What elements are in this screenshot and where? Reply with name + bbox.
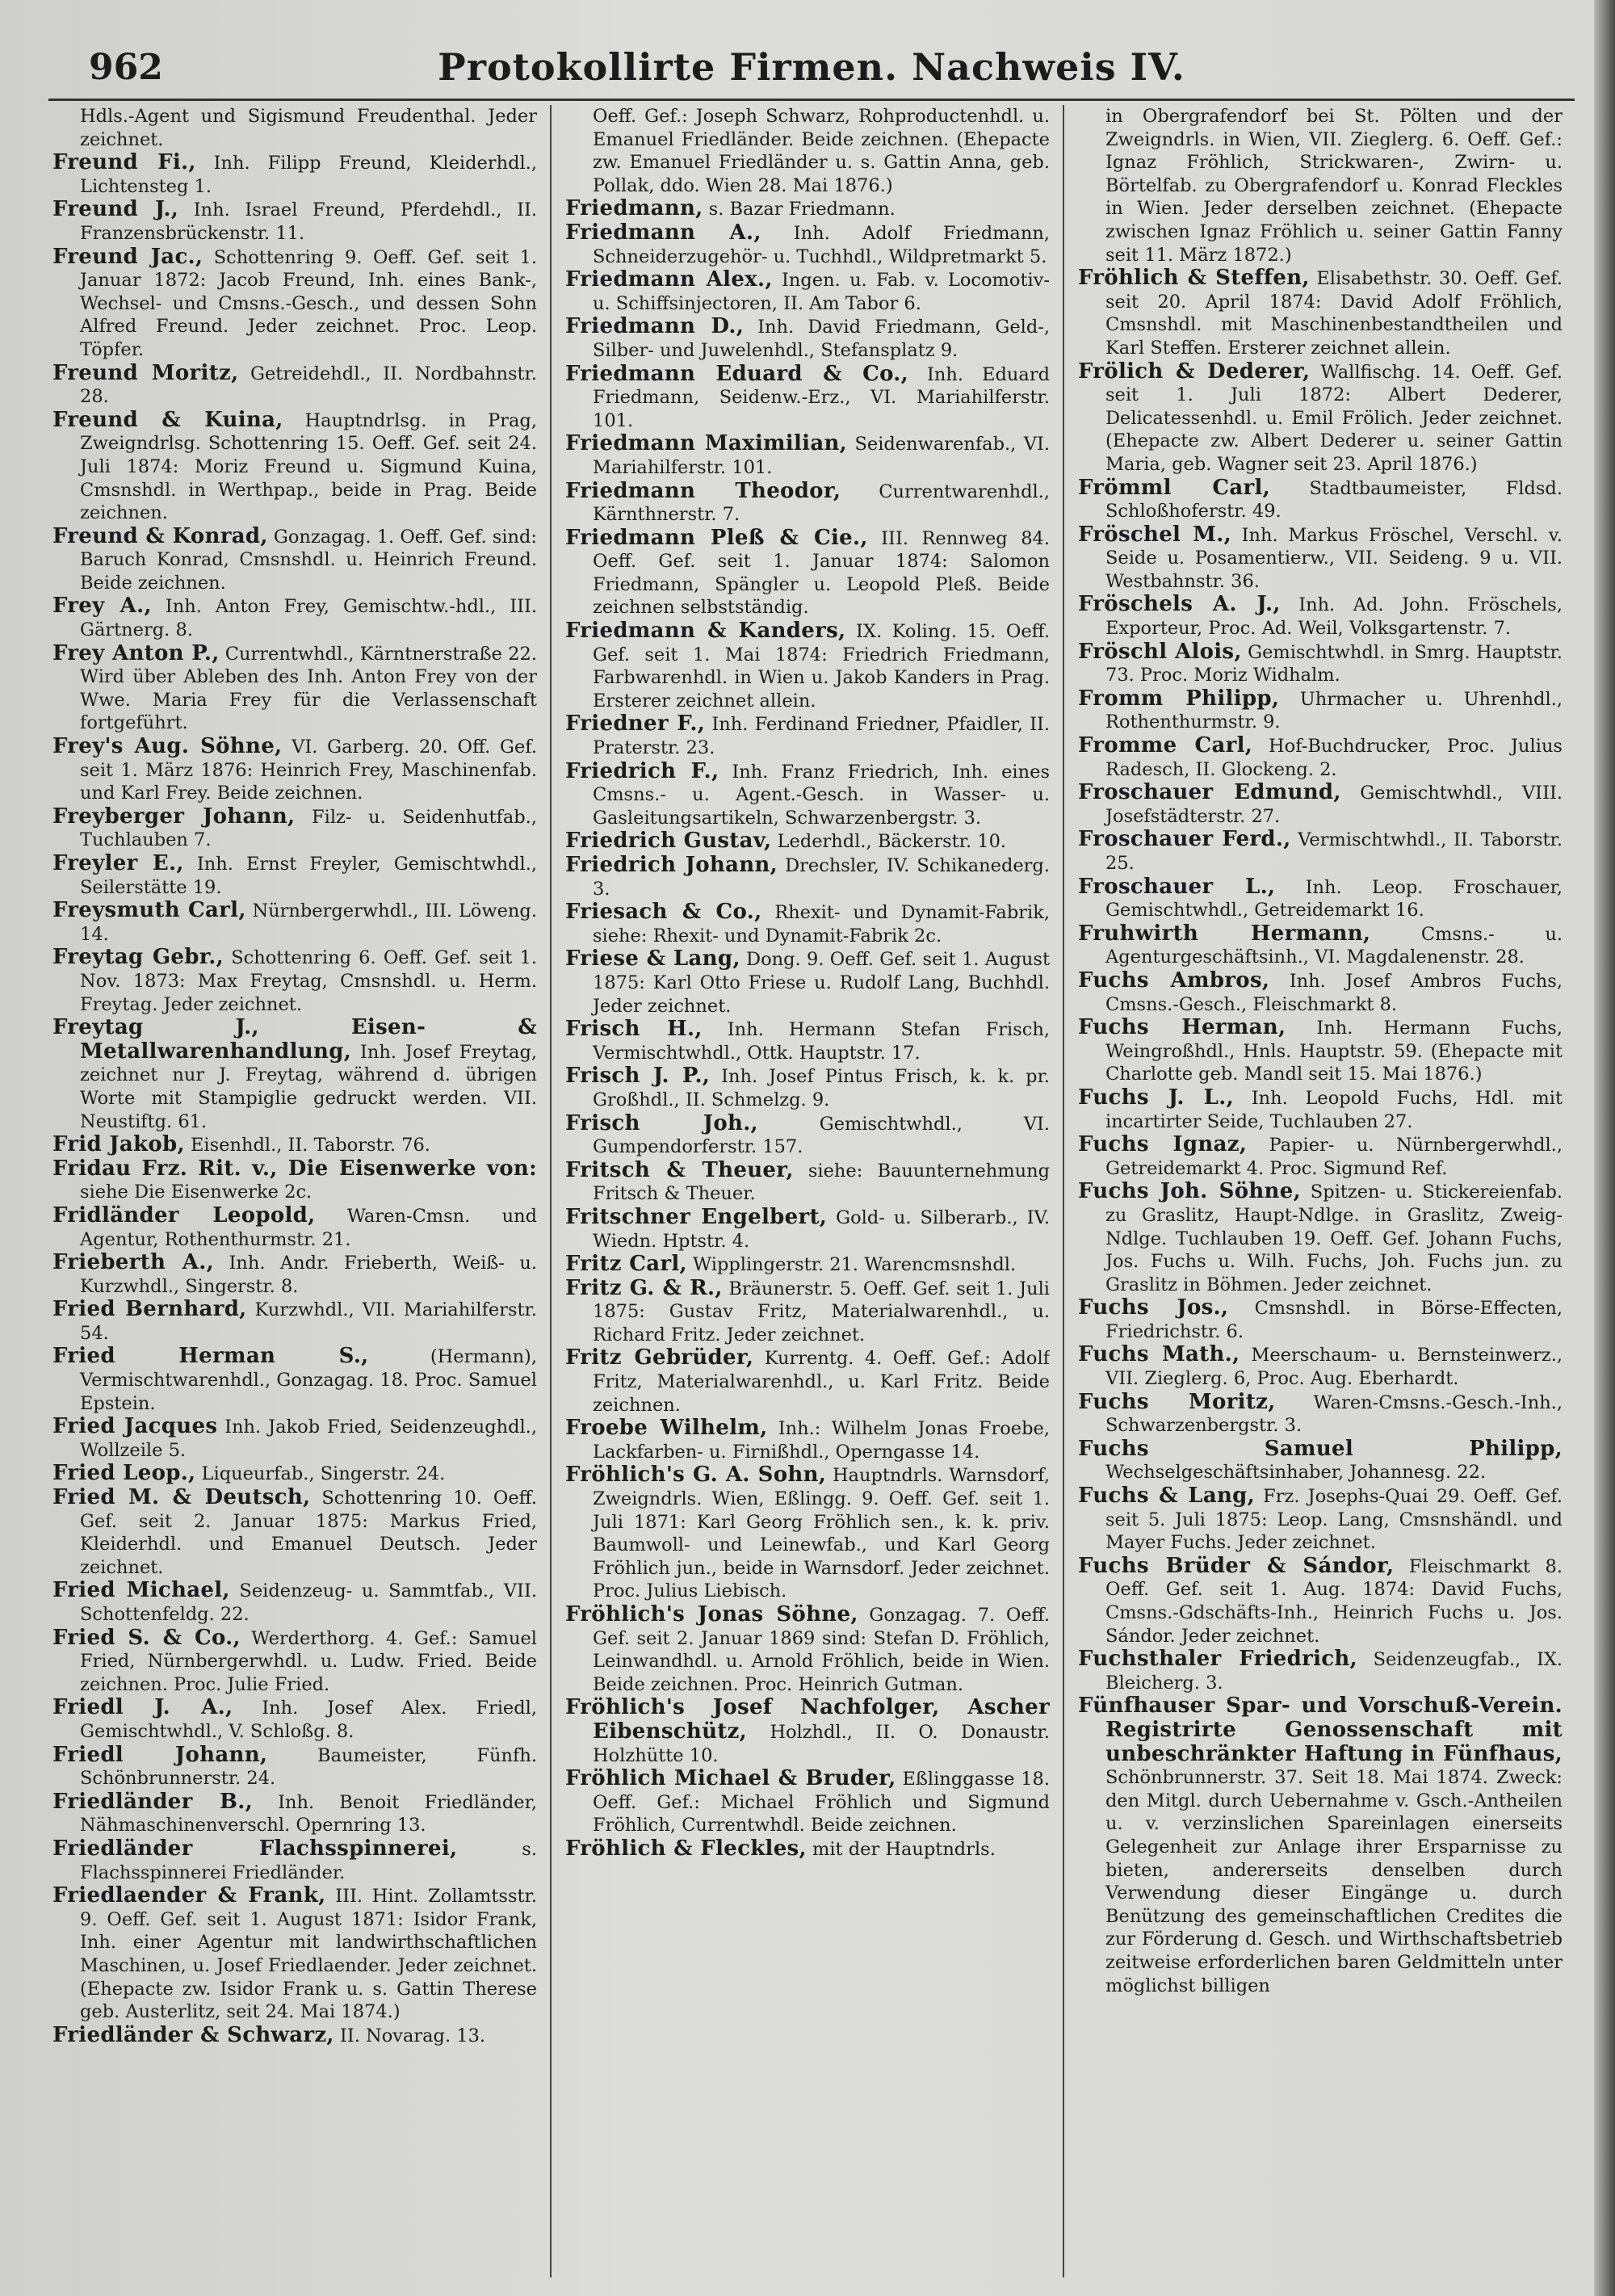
entry-text: Drechsler, IV. Schikanederg. 3. [593,855,1050,900]
entry-text: s. Bazar Friedmann. [703,199,896,220]
firm-name: Fröhlich & Fleckles, [565,1836,807,1861]
entry-text: Currentwhdl., Kärntnerstraße 22. Wird über Ableben des Inh. Anton Frey von der Wwe. Maria Frey für die Verlassenschaft fortgeführt. [80,643,537,734]
firm-name: Fröhlich & Steffen, [1078,266,1310,291]
entry-text: Inh. Leop. Froschauer, Gemischtwhdl., Getreidemarkt 16. [1105,876,1563,921]
directory-entry [1078,1555,1563,1647]
directory-entry [1078,1180,1563,1296]
firm-name: Fritz Carl, [565,1252,687,1277]
directory-entry [52,2024,537,2048]
entry-text: Kurzwhdl., VII. Mariahilferstr. 54. [80,1299,537,1344]
directory-entry [52,1486,537,1579]
directory-entry [52,805,537,852]
entry-text: Inh. Andr. Frieberth, Weiß- u. Kurzwhdl., Singerstr. 8. [80,1253,537,1297]
directory-entry [1078,828,1563,875]
firm-name: Frömml Carl, [1078,475,1271,500]
firm-name: Friesach & Co., [565,900,762,925]
directory-entry [565,1463,1050,1603]
firm-name: Fuchs J. L., [1078,1085,1234,1110]
entry-text: Wallfischg. 14. Oeff. Gef. seit 1. Juli 1872: Albert Dederer, Delicatessenhdl. u. Emil Frölich. Jeder zeichnet. (Ehepacte zw. Albert Dederer u. seiner Gattin Maria, geb. Wagner seit 23. April 1876.) [1105,361,1563,475]
entry-text: Inh. Benoit Friedländer, Nähmaschinenverschl. Opernring 13. [80,1791,537,1836]
directory-entry [52,946,537,1016]
entry-text: III. Hint. Zollamtsstr. 9. Oeff. Gef. seit 1. August 1871: Isidor Frank, Inh. einer Agentur mit landwirthschaftlichen Maschinen, u. Josef Friedlaender. Jeder zeichnet. (Ehepacte zw. Isidor Frank u. s. Gattin Therese geb. Austerlitz, seit 24. Mai 1874.) [80,1886,537,2023]
directory-entry [565,1064,1050,1111]
entry-text: Inh. Leopold Fuchs, Hdl. mit incartirter Seide, Tuchlauben 27. [1105,1087,1563,1132]
directory-entry [565,432,1050,479]
entry-text: Schottenring 6. Oeff. Gef. seit 1. Nov. 1873: Max Freytag, Cmsnshdl. u. Herm. Freytag. Jeder zeichnet. [80,947,537,1015]
entry-text: IX. Koling. 15. Oeff. Gef. seit 1. Mai 1874: Friedrich Friedmann, Farbwarenhdl. in Wien u. Jakob Kanders in Prag. Ersterer zeichnet allein. [593,621,1050,711]
entry-text: Werderthorg. 4. Gef.: Samuel Fried, Nürnbergerwhdl. u. Ludw. Fried. Beide zeichnen. Proc. Julie Fried. [80,1627,537,1695]
directory-entry [1078,781,1563,828]
entry-text: Inh.: Wilhelm Jonas Froebe, Lackfarben- u. Firnißhdl., Operngasse 14. [593,1418,1050,1463]
directory-entry [52,1204,537,1251]
entry-text: Inh. Ferdinand Friedner, Pfaidler, II. Praterstr. 23. [593,714,1050,759]
firm-name: Fuchs Jos., [1078,1295,1229,1320]
entry-text: Filz- u. Seidenhutfab., Tuchlauben 7. [80,806,537,851]
directory-entry [52,105,537,151]
entry-text: Hauptndrlsg. in Prag, Zweigndrlsg. Schottenring 15. Oeff. Gef. seit 24. Juli 1874: Moriz Freund u. Sigmund Kuina, Cmsnshdl. in Werthpap., beide in Prag. Beide zeichnen. [80,409,537,524]
firm-name: Friedmann, [565,196,703,221]
entry-text: Stadtbaumeister, Fldsd. Schloßhoferstr. 49. [1105,477,1563,523]
firm-name: Frisch Joh., [565,1110,758,1135]
entry-text: Cmsns.- u. Agenturgeschäftsinh., VI. Magdalenenstr. 28. [1105,923,1563,968]
firm-name: Friedner F., [565,711,706,737]
directory-entry [1078,687,1563,734]
entry-text: Inh. Ad. John. Fröschels, Exporteur, Proc. Ad. Weil, Volksgartenstr. 7. [1105,594,1563,640]
directory-entry [1078,105,1563,267]
entry-text: Elisabethstr. 30. Oeff. Gef. seit 20. April 1874: David Adolf Fröhlich, Cmsnshdl. mit Maschinenbestandtheilen und Karl Steffen. Ersterer zeichnet allein. [1105,268,1563,359]
firm-name: Friedrich Gustav, [565,829,772,854]
firm-name: Fromme Carl, [1078,733,1253,758]
entry-text: Wipplingerstr. 21. Warencmsnshdl. [686,1254,1017,1276]
directory-entry [565,619,1050,712]
directory-entry [1078,360,1563,476]
directory-entry [52,1462,537,1486]
directory-entry [1078,969,1563,1016]
entry-text: Holzhdl., II. O. Donaustr. Holzhütte 10. [593,1721,1050,1766]
directory-entry [565,197,1050,221]
firm-name: Freund Jac., [52,244,203,269]
directory-entry [1078,1694,1563,1997]
entry-text: Inh. Eduard Friedmann, Seidenw.-Erz., VI. Mariahilferstr. 101. [593,363,1050,431]
entry-text: Meerschaum- u. Bernsteinwerz., VII. Zieglerg. 6, Proc. Aug. Eberhardt. [1105,1345,1563,1390]
directory-entry [565,760,1050,830]
entry-text: Cmsnshdl. in Börse-Effecten, Friedrichstr. 6. [1105,1298,1563,1342]
entry-text: VI. Garberg. 20. Off. Gef. seit 1. März 1876: Heinrich Frey, Maschinenfab. und Karl Frey. Beide zeichnen. [80,737,537,804]
directory-entry [1078,1647,1563,1694]
firm-name: Fritsch & Theuer, [565,1157,794,1182]
entry-text: Seidenzeugfab., IX. Bleicherg. 3. [1105,1649,1563,1694]
entry-text: Hauptndrls. Warnsdorf, Zweigndrls. Wien, Eßlingg. 9. Oeff. Gef. seit 1. Juli 1871: Karl Georg Fröhlich sen., k. k. priv. Baumwoll- und Leinewfab., und Karl Georg Fröhlich jun., beide in Warnsdorf. Jeder zeichnet. Proc. Julius Liebisch. [593,1465,1050,1602]
directory-entry [565,854,1050,900]
column-2 [565,105,1050,2277]
directory-entry [565,1603,1050,1696]
directory-entry [1078,1296,1563,1343]
directory-entry [565,947,1050,1018]
firm-name: Freund J., [52,197,179,222]
directory-entry [565,105,1050,197]
firm-name: Friedländer B., [52,1789,253,1814]
firm-name: Friedrich Johann, [565,853,778,877]
entry-text: Fleischmarkt 8. Oeff. Gef. seit 1. Aug. 1874: David Fuchs, Cmsns.-Gdschäfts-Inh., Heinrich Fuchs u. Jos. Sándor. Jeder zeichnet. [1105,1555,1563,1647]
firm-name: Freytag J., Eisen- & Metallwarenhandlung, [52,1015,537,1064]
entry-text: Frz. Josephs-Quai 29. Oeff. Gef. seit 5. Juli 1875: Leop. Lang, Cmsnshändl. und Mayer Fuchs. Jeder zeichnet. [1105,1486,1563,1554]
entry-text: Inh. Ernst Freyler, Gemischtwhdl., Seilerstätte 19. [80,854,537,898]
directory-entry [1078,1016,1563,1086]
directory-entry [565,315,1050,362]
entry-text: Bräunerstr. 5. Oeff. Gef. seit 1. Juli 1875: Gustav Fritz, Materialwarenhdl., u. Richard Fritz. Jeder zeichnet. [593,1278,1050,1345]
firm-name: Fridau Frz. Rit. v., Die Eisenwerke von: [52,1156,537,1181]
firm-name: Freund Fi., [52,150,196,175]
directory-entry [52,198,537,245]
entry-text: Dong. 9. Oeff. Gef. seit 1. August 1875: Karl Otto Friese u. Rudolf Lang, Buchhdl. Jeder zeichnet. [593,949,1050,1017]
firm-name: Frey Anton P., [52,640,220,665]
entry-text: Inh. Franz Friedrich, Inh. eines Cmsns.- u. Agent.-Gesch. in Wasser- u. Gasleitungsartikeln, Schwarzenbergstr. 3. [593,761,1050,829]
entry-text: Inh. David Friedmann, Geld-, Silber- und Juwelenhdl., Stefansplatz 9. [593,317,1050,361]
entry-text: Inh. Israel Freund, Pferdehdl., II. Franzensbrückenstr. 11. [80,199,537,244]
entry-text: Eisenhdl., II. Taborstr. 76. [184,1135,430,1156]
firm-name: Fuchs Brüder & Sándor, [1078,1553,1395,1578]
directory-entry [1078,1438,1563,1484]
entry-text: Inh. Hermann Stefan Frisch, Vermischtwhdl., Ottk. Hauptstr. 17. [593,1019,1050,1064]
directory-entry [52,1415,537,1462]
firm-name: Fritz Gebrüder, [565,1345,754,1370]
column-1 [52,105,537,2277]
firm-name: Fried Michael, [52,1578,230,1603]
directory-entry [565,1159,1050,1206]
firm-name: Frid Jakob, [52,1132,185,1157]
directory-entry [1078,1484,1563,1555]
directory-entry [1078,734,1563,781]
entry-text: Vermischtwhdl., II. Taborstr. 25. [1105,829,1563,874]
entry-text: Inh. Jakob Fried, Seidenzeughdl., Wollzeile 5. [80,1417,537,1461]
directory-entry [565,1417,1050,1463]
entry-text: Uhrmacher u. Uhrenhdl., Rothenthurmstr. 9. [1105,688,1563,733]
firm-name: Friedlaender & Frank, [52,1883,326,1908]
entry-text: Inh. Josef Ambros Fuchs, Cmsns.-Gesch., Fleischmarkt 8. [1105,970,1563,1015]
directory-entry [565,829,1050,854]
entry-text: Wechselgeschäftsinhaber, Johannesg. 22. [1105,1462,1487,1484]
firm-name: Fried M. & Deutsch, [52,1485,311,1510]
directory-entry [1078,267,1563,359]
entry-text: Lederhdl., Bäckerstr. 10. [771,831,1007,853]
directory-entry [565,1767,1050,1837]
entry-text: (Hermann), Vermischtwarenhdl., Gonzagag. 18. Proc. Samuel Epstein. [80,1346,537,1414]
directory-entry [1078,922,1563,969]
directory-entry [52,525,537,595]
page-number: 962 [89,47,163,88]
directory-entry [52,1790,537,1837]
directory-entry [565,1346,1050,1417]
entry-text: Gonzagag. 7. Oeff. Gef. seit 2. Januar 1869 sind: Stefan D. Fröhlich, Leinwandhdl. u. Arnold Fröhlich, beide in Wien. Beide zeichnen. Proc. Heinrich Gutman. [593,1605,1050,1695]
firm-name: Freytag Gebr., [52,945,224,970]
header-rule [48,99,1575,101]
firm-name: Friedmann Maximilian, [565,431,848,456]
directory-entry [565,1206,1050,1253]
directory-entry [1078,875,1563,922]
entry-text: Waren-Cmsn. und Agentur, Rothenthurmstr. 21. [80,1205,537,1250]
entry-text: Inh. Josef Pintus Frisch, k. k. pr. Großhdl., II. Schmelzg. 9. [593,1066,1050,1110]
firm-name: Fröhlich's Jonas Söhne, [565,1602,858,1627]
firm-name: Frisch J. P., [565,1064,711,1089]
entry-text: Schottenring 9. Oeff. Gef. seit 1. Januar 1872: Jacob Freund, Inh. eines Bank-, Wechsel- und Cmsns.-Gesch., und dessen Sohn Alfred Freund. Jeder zeichnet. Proc. Leop. Töpfer. [80,246,537,360]
entry-text: Inh. Adolf Friedmann, Schneiderzugehör- u. Tuchhdl., Wildpretmarkt 5. [593,222,1050,267]
firm-name: Fröhlich Michael & Bruder, [565,1766,896,1791]
entry-text: Gemischtwhdl., VI. Gumpendorferstr. 157. [593,1113,1050,1158]
firm-name: Friedrich F., [565,758,719,783]
entry-text: Kurrentg. 4. Oeff. Gef.: Adolf Fritz, Materialwarenhdl., u. Karl Fritz. Beide zeichnen. [593,1348,1050,1416]
directory-entry [1078,1133,1563,1180]
firm-name: Freyler E., [52,851,184,875]
entry-text: Spitzen- u. Stickereienfab. zu Graslitz, Haupt-Ndlge. in Graslitz, Zweig-Ndlge. Tuchlauben 19. Oeff. Gef. Johann Fuchs, Jos. Fuchs u. Wilh. Fuchs, Joh. Fuchs jun. zu Graslitz in Böhmen. Jeder zeichnet. [1105,1182,1563,1295]
firm-name: Fuchs Moritz, [1078,1389,1276,1414]
firm-name: Fruhwirth Hermann, [1078,921,1371,946]
directory-entry [1078,1391,1563,1438]
firm-name: Friedländer Flachsspinnerei, [52,1836,458,1861]
firm-name: Frey A., [52,594,152,619]
firm-name: Friedländer & Schwarz, [52,2022,334,2047]
directory-entry [52,1744,537,1790]
entry-text: siehe Die Eisenwerke 2c. [80,1182,313,1203]
directory-entry [565,527,1050,619]
directory-entry [52,1837,537,1884]
directory-entry [565,712,1050,759]
firm-name: Freund & Kuina, [52,407,283,432]
directory-entry [52,1016,537,1133]
firm-name: Freund & Konrad, [52,523,268,548]
entry-text: Inh. Markus Fröschel, Verschl. v. Seide u. Posamentierw., VII. Seideng. 9 u. VII. Westbahnstr. 36. [1105,524,1563,592]
entry-text: II. Novarag. 13. [333,2025,486,2046]
entry-text: Hof-Buchdrucker, Proc. Julius Radesch, II. Glockeng. 2. [1105,736,1563,780]
directory-entry [1078,476,1563,523]
firm-name: Friese & Lang, [565,947,740,972]
firm-name: Fuchs Samuel Philipp, [1078,1436,1563,1461]
directory-entry [565,363,1050,433]
directory-entry [565,1837,1050,1862]
firm-name: Fromm Philipp, [1078,686,1280,711]
page-edge-shadow [1594,0,1615,2296]
directory-entry [52,1345,537,1415]
directory-entry [52,151,537,198]
firm-name: Fried Jacques [52,1414,218,1439]
firm-name: Froschauer Edmund, [1078,780,1341,805]
firm-name: Fuchsthaler Friedrich, [1078,1647,1357,1672]
directory-entry [565,480,1050,527]
directory-entry [52,409,537,525]
directory-entry [565,1253,1050,1277]
directory-entry [1078,593,1563,640]
entry-text: Inh. Josef Freytag, zeichnet nur J. Freytag, während d. übrigen Worte mit Stampiglie gedruckt werden. VII. Neustiftg. 61. [80,1041,537,1132]
directory-entry [565,1018,1050,1064]
entry-text: s. Flachsspinnerei Friedländer. [80,1838,537,1883]
firm-name: Fried Bernhard, [52,1297,247,1322]
entry-text: Waren-Cmsns.-Gesch.-Inh., Schwarzenbergstr. 3. [1105,1391,1563,1437]
firm-name: Fuchs Math., [1078,1342,1240,1367]
firm-name: Fünfhauser Spar- und Vorschuß-Verein. Registrirte Genossenschaft mit unbeschränkter Haftung in Fünfhaus, [1078,1694,1563,1766]
directory-entry [52,1251,537,1298]
firm-name: Fried S. & Co., [52,1625,241,1650]
firm-name: Freyberger Johann, [52,804,296,829]
directory-entry [52,1298,537,1345]
entry-text: Oeff. Gef.: Joseph Schwarz, Rohproductenhdl. u. Emanuel Friedländer. Beide zeichnen. (Ehepacte zw. Emanuel Friedländer u. s. Gattin Anna, geb. Pollak, ddo. Wien 28. Mai 1876.) [593,106,1050,196]
firm-name: Fridländer Leopold, [52,1203,316,1228]
entry-text: mit der Hauptndrls. [806,1838,996,1860]
entry-text: Gonzagag. 1. Oeff. Gef. sind: Baruch Konrad, Cmsnshdl. u. Heinrich Freund. Beide zeichnen. [80,526,537,594]
directory-entry [52,1884,537,2024]
directory-entry [565,221,1050,268]
entry-text: Baumeister, Fünfh. Schönbrunnerstr. 24. [80,1744,537,1790]
entry-text: Getreidehdl., II. Nordbahnstr. 28. [80,363,537,408]
entry-text: Inh. Filipp Freund, Kleiderhdl., Lichtensteg 1. [80,153,537,197]
directory-entry [52,362,537,409]
firm-name: Fröschel M., [1078,522,1231,547]
page-header [48,40,1575,97]
directory-entry [52,852,537,899]
firm-name: Fröschl Alois, [1078,639,1242,664]
firm-name: Friedmann & Kanders, [565,619,846,644]
directory-entry [52,1579,537,1626]
entry-text: Inh. Josef Alex. Friedl, Gemischtwhdl., V. Schloßg. 8. [80,1698,537,1742]
directory-entry [1078,1343,1563,1390]
firm-name: Frieberth A., [52,1250,214,1275]
firm-name: Froebe Wilhelm, [565,1416,768,1441]
firm-name: Fried Herman S., [52,1344,369,1369]
column-divider [1063,105,1064,2277]
directory-entry [52,1157,537,1204]
directory-entry [565,268,1050,315]
entry-text: Gemischtwhdl. in Smrg. Hauptstr. 73. Proc. Moriz Widhalm. [1105,641,1563,686]
column-divider [550,105,552,2277]
entry-text: Schottenring 10. Oeff. Gef. seit 2. Januar 1875: Markus Fried, Kleiderhdl. und Emanuel Deutsch. Jeder zeichnet. [80,1488,537,1578]
firm-name: Froschauer L., [1078,874,1276,899]
entry-text: Seidenzeug- u. Sammtfab., VII. Schottenfeldg. 22. [80,1580,537,1625]
firm-name: Fuchs & Lang, [1078,1484,1256,1509]
directory-entry [52,899,537,946]
directory-entry [565,900,1050,947]
firm-name: Fröschels A. J., [1078,592,1281,617]
firm-name: Frölich & Dederer, [1078,359,1311,384]
firm-name: Fuchs Joh. Söhne, [1078,1179,1301,1204]
entry-text: Liqueurfab., Singerstr. 24. [195,1463,446,1485]
directory-entry [52,594,537,641]
directory-entry [52,642,537,735]
directory-entry [52,1133,537,1157]
entry-text: Nürnbergerwhdl., III. Löweng. 14. [80,900,537,945]
entry-text: Inh. Anton Frey, Gemischtw.-hdl., III. Gärtnerg. 8. [80,596,537,641]
firm-name: Friedmann Pleß & Cie., [565,525,868,550]
entry-text: Gemischtwhdl., VIII. Josefstädterstr. 27. [1105,783,1563,827]
entry-text: in Obergrafendorf bei St. Pölten und der Zweigndrls. in Wien, VII. Zieglerg. 6. Oeff. Gef.: Ignaz Fröhlich, Strickwaren-, Zwirn- u. Börtelfab. zu Obergrafendorf u. Konrad Fleckles in Wien. Jeder derselben zeichnet. (Ehepacte zwischen Ignaz Fröhlich u. seiner Gattin Fanny seit 11. März 1872.) [1105,106,1563,266]
firm-name: Friedmann D., [565,314,745,339]
entry-text: Currentwarenhdl., Kärnthnerstr. 7. [593,481,1050,526]
firm-name: Fried Leop., [52,1461,196,1486]
firm-name: Fröhlich's G. A. Sohn, [565,1463,827,1488]
directory-entry [52,735,537,805]
directory-entry [565,1277,1050,1347]
firm-name: Fritz G. & R., [565,1275,723,1300]
firm-name: Freysmuth Carl, [52,898,246,923]
firm-name: Friedl J. A., [52,1695,233,1720]
directory-entry [1078,640,1563,687]
firm-name: Fuchs Herman, [1078,1015,1286,1040]
firm-name: Freund Moritz, [52,360,239,385]
page-title: Protokollirte Firmen. Nachweis IV. [438,45,1185,89]
entry-text: Ingen. u. Fab. v. Locomotiv- u. Schiffsinjectoren, II. Am Tabor 6. [593,270,1050,314]
firm-name: Fröhlich's Josef Nachfolger, Ascher Eibenschütz, [565,1695,1050,1744]
directory-entry [52,1696,537,1743]
entry-text: Rhexit- und Dynamit-Fabrik, siehe: Rhexit- und Dynamit-Fabrik 2c. [593,902,1050,947]
directory-entry [565,1696,1050,1767]
directory-entry [52,246,537,362]
entry-text: Eßlinggasse 18. Oeff. Gef.: Michael Fröhlich und Sigmund Fröhlich, Currentwhdl. Beide zeichnen. [593,1769,1050,1836]
entry-text: Papier- u. Nürnbergerwhdl., Getreidemarkt 4. Proc. Sigmund Ref. [1105,1135,1563,1179]
entry-text: Seidenwarenfab., VI. Mariahilferstr. 101. [593,434,1050,478]
firm-name: Friedmann Theodor, [565,478,841,503]
firm-name: Friedmann Alex., [565,267,773,292]
firm-name: Fritschner Engelbert, [565,1204,828,1229]
firm-name: Froschauer Ferd., [1078,827,1291,852]
entry-text: Gold- u. Silberarb., IV. Wiedn. Hptstr. 4. [593,1207,1050,1252]
firm-name: Friedmann A., [565,220,761,245]
entry-text: Inh. Hermann Fuchs, Weingroßhdl., Hnls. Hauptstr. 59. (Ehepacte mit Charlotte geb. Mandl seit 15. Mai 1876.) [1105,1018,1563,1085]
firm-name: Frey's Aug. Söhne, [52,734,283,759]
directory-entry [1078,523,1563,594]
entry-text: siehe: Bauunternehmung Fritsch & Theuer. [593,1160,1050,1205]
directory-entry [565,1112,1050,1159]
firm-name: Friedmann Eduard & Co., [565,361,908,386]
entry-text: Hdls.-Agent und Sigismund Freudenthal. Jeder zeichnet. [80,106,537,150]
firm-name: Friedl Johann, [52,1742,268,1767]
entry-text: III. Rennweg 84. Oeff. Gef. seit 1. Januar 1874: Salomon Friedmann, Spängler u. Leopold Pleß. Beide zeichnen selbstständig. [593,527,1050,619]
directory-entry [1078,1086,1563,1133]
column-3 [1078,105,1563,2277]
directory-entry [52,1627,537,1697]
firm-name: Fuchs Ambros, [1078,968,1270,993]
entry-text: Schönbrunnerstr. 37. Seit 18. Mai 1874. Zweck: den Mitgl. durch Uebernahme v. Gsch.-Antheilen u. v. verzinslichen Spareinlagen einerseits Gelegenheit zur Anlage ihrer Ersparnisse zu bieten, andererseits denselben durch Verwendung dieser Eingänge u. durch Benützung des gemeinschaftlichen Credites die zur Förderung d. Gesch. und Wirthschaftsbetrieb zeitweise erforderlichen baren Geldmitteln unter möglichst billigen [1105,1767,1563,1996]
firm-name: Fuchs Ignaz, [1078,1132,1248,1157]
firm-name: Frisch H., [565,1017,703,1042]
